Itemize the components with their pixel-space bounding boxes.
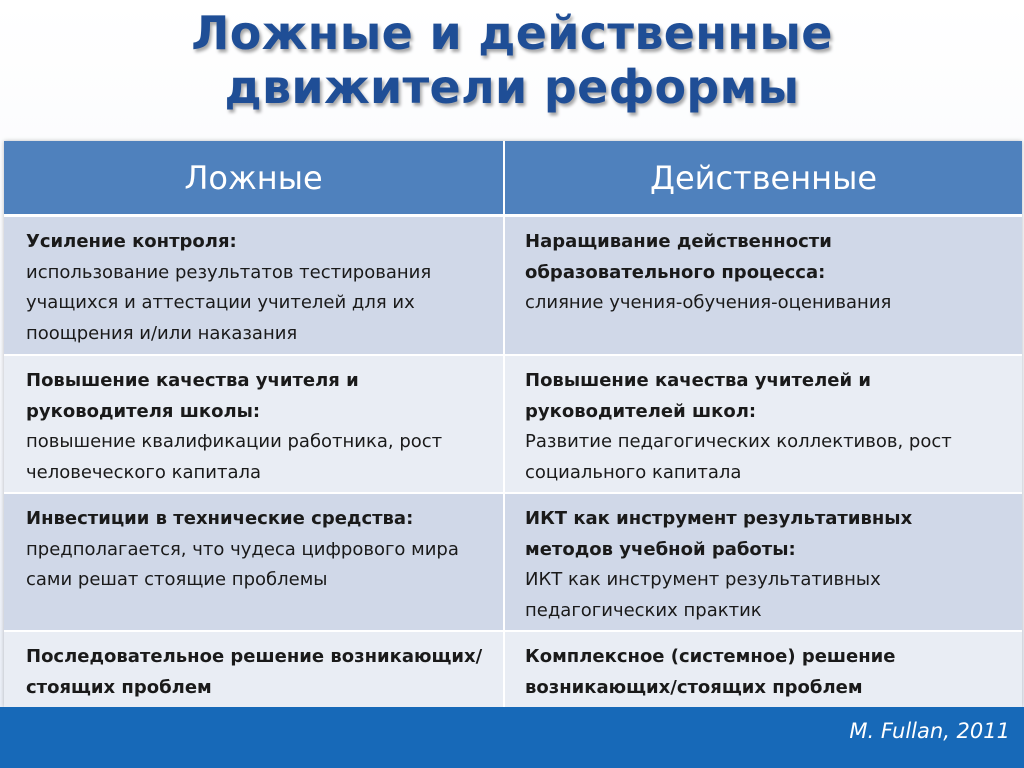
title-line-2: движители реформы: [224, 60, 800, 114]
table-row: [4, 216, 1022, 356]
false-driver-cell: [4, 355, 504, 493]
cell-heading: Усиление контроля:: [26, 231, 237, 252]
cell-text: Развитие педагогических коллективов, рост социального капитала: [525, 431, 952, 483]
table-header-row: [4, 141, 1022, 216]
slide-title: [0, 6, 1024, 114]
cell-heading: ИКТ как инструмент результативных методов учебной работы:: [525, 508, 913, 560]
cell-text: предполагается, что чудеса цифрового мира сами решат стоящие проблемы: [26, 538, 459, 590]
cell-text: использование результатов тестирования учащихся и аттестации учителей для их поощрения и/или наказания: [26, 261, 432, 344]
title-line-1: Ложные и действенные: [191, 6, 833, 60]
false-driver-cell: [4, 631, 504, 719]
false-driver-cell: [4, 216, 504, 356]
effective-driver-cell: [504, 631, 1022, 719]
header-false-drivers: Ложные: [4, 141, 504, 216]
comparison-table: [4, 141, 1022, 720]
cell-text: ИКТ как инструмент результативных педагогических практик: [525, 569, 881, 621]
effective-driver-cell: [504, 355, 1022, 493]
false-driver-cell: [4, 493, 504, 631]
cell-heading: Повышение качества учителя и руководителя школы:: [26, 370, 359, 422]
comparison-table-container: [4, 141, 1022, 707]
cell-text: повышение квалификации работника, рост человеческого капитала: [26, 431, 443, 483]
table-row: [4, 355, 1022, 493]
effective-driver-cell: [504, 216, 1022, 356]
effective-driver-cell: [504, 493, 1022, 631]
table-row: [4, 493, 1022, 631]
cell-text: слияние учения-обучения-оценивания: [525, 292, 892, 313]
cell-heading: Повышение качества учителей и руководителей школ:: [525, 370, 872, 422]
table-row: [4, 631, 1022, 719]
cell-heading: Наращивание действенности образовательного процесса:: [525, 231, 832, 283]
cell-heading: Инвестиции в технические средства:: [26, 508, 414, 529]
header-effective-drivers: Действенные: [504, 141, 1022, 216]
citation: M. Fullan, 2011: [849, 719, 1010, 743]
cell-heading: Комплексное (системное) решение возникающих/стоящих проблем: [525, 646, 896, 698]
cell-heading: Последовательное решение возникающих/стоящих проблем: [26, 646, 483, 698]
